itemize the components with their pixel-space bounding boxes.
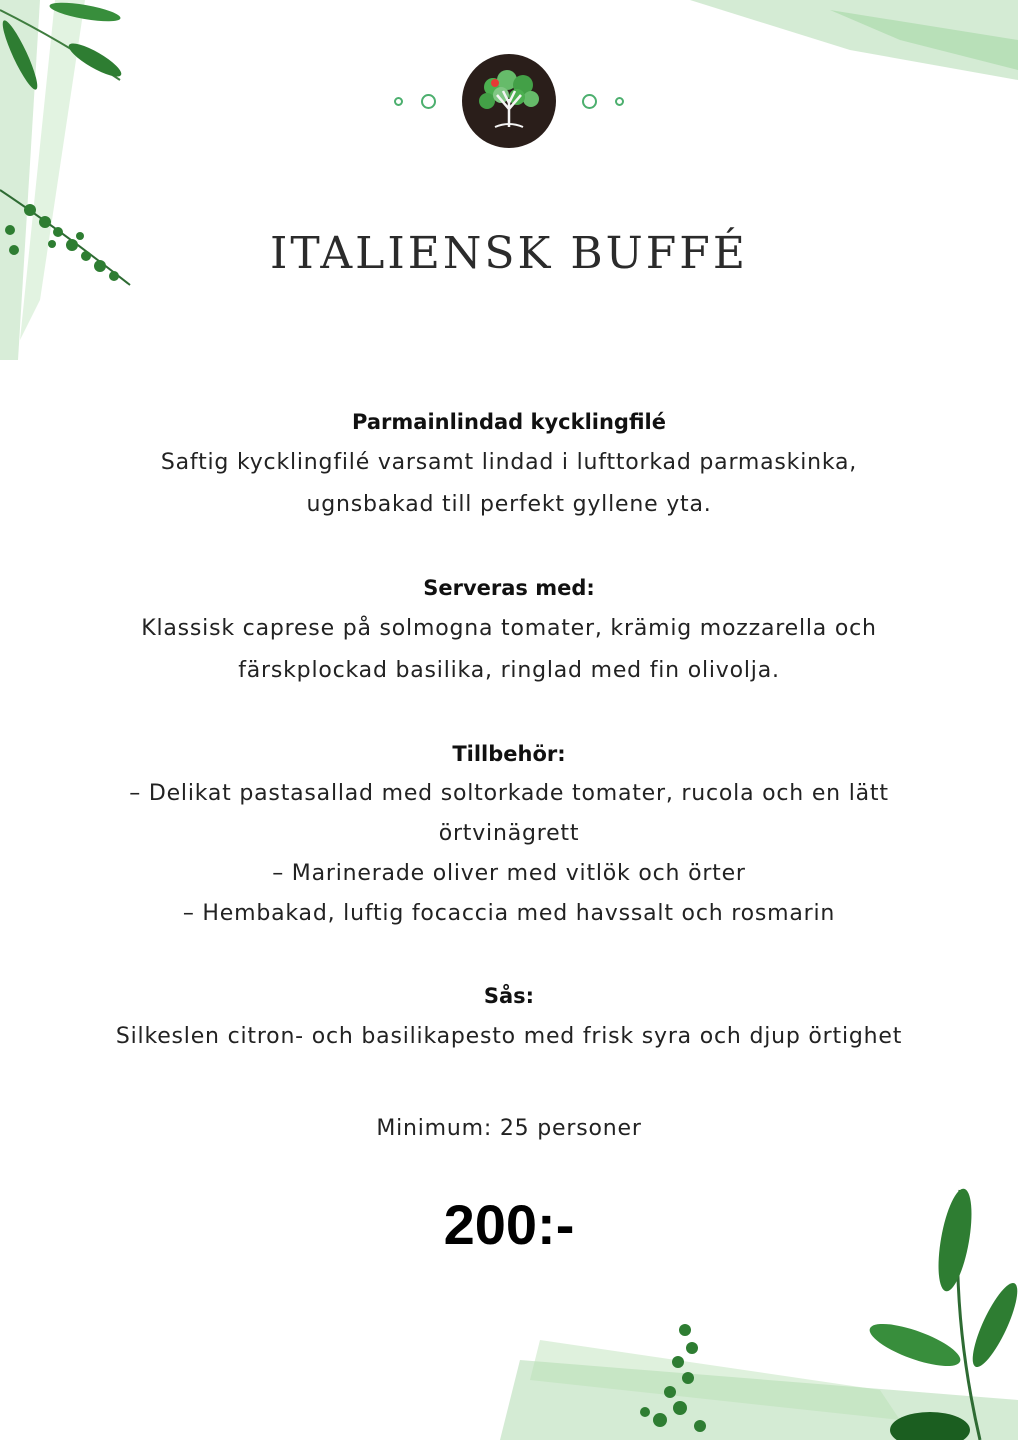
dot	[582, 94, 597, 109]
menu-content	[60, 402, 958, 1058]
main-dish-line: ugnsbakad till perfekt gyllene yta.	[306, 492, 712, 517]
sides-line: örtvinägrett	[438, 821, 580, 846]
dots-left	[394, 94, 436, 109]
sauce-line: Silkeslen citron- och basilikapesto med frisk syra och djup örtighet	[115, 1024, 903, 1049]
tree-logo-icon	[462, 54, 556, 148]
minimum-guests: Minimum: 25 personer	[376, 1116, 642, 1141]
main-dish-line: Saftig kycklingfilé varsamt lindad i lufttorkad parmaskinka,	[160, 450, 858, 475]
price: 200:-	[443, 1193, 575, 1256]
dot	[394, 97, 403, 106]
served-with-line: Klassisk caprese på solmogna tomater, krämig mozzarella och	[141, 616, 877, 641]
dots-right	[582, 94, 624, 109]
sauce-heading: Sås:	[483, 984, 535, 1008]
sides-line: – Marinerade oliver med vitlök och örter	[272, 861, 746, 886]
page-title: ITALIENSK BUFFÉ	[270, 228, 748, 279]
main-dish-heading: Parmainlindad kycklingfilé	[352, 410, 666, 434]
sides-line: – Hembakad, luftig focaccia med havssalt och rosmarin	[182, 901, 836, 926]
dot	[615, 97, 624, 106]
served-with-line: färskplockad basilika, ringlad med fin olivolja.	[238, 658, 780, 683]
sides-line: – Delikat pastasallad med soltorkade tomater, rucola och en lätt	[129, 781, 889, 806]
sides-heading: Tillbehör:	[452, 742, 566, 766]
logo-row	[0, 54, 1018, 148]
served-with-heading: Serveras med:	[423, 576, 595, 600]
dot	[421, 94, 436, 109]
